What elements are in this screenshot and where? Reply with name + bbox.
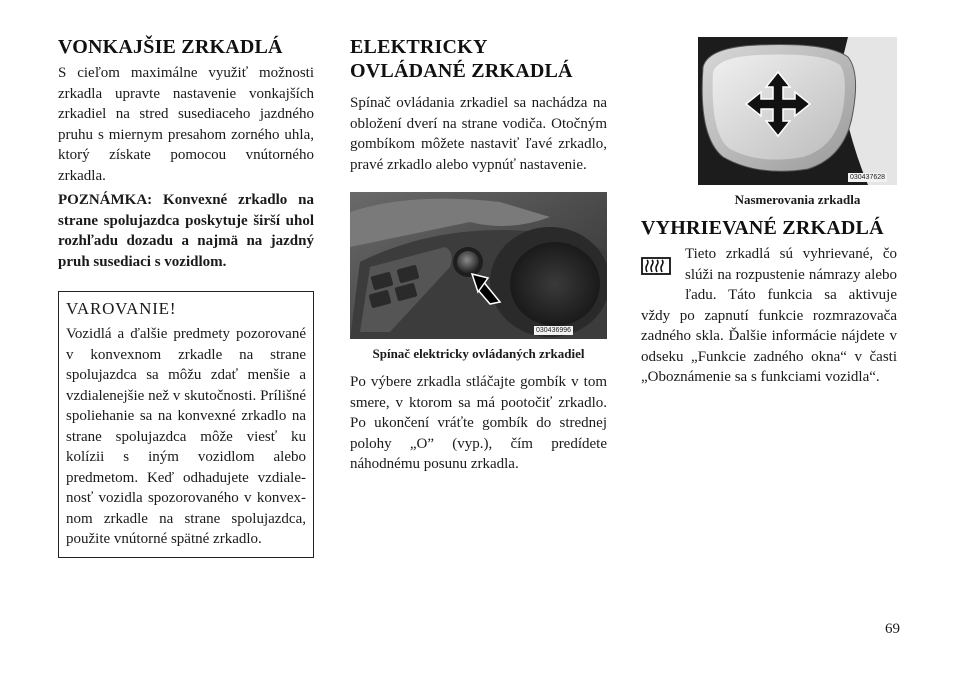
warning-title: VAROVANIE! (66, 299, 177, 318)
mirror-adjust-paragraph: Po výbere zrkadla stláčajte gombík v tom smere, v ktorom sa má pootočiť zrkadlo. Po ukončení vráťte gombík do strednej polohy „O” (vyp.), čím predídete náhodnému posunu zrkadla. (350, 374, 607, 472)
section-title-power-mirrors: ELEKTRICKY OVLÁDANÉ ZRKADLÁ (350, 36, 573, 82)
door-panel-illustration (350, 192, 607, 339)
figure-caption-mirror-directions: Nasmerovania zrkadla (734, 192, 861, 207)
exterior-mirrors-paragraph: S cieľom maximálne využiť možnosti zrkadla upravte nastavenie vonkajších zrkadiel na stred susediaceho jazdného pruhu s miernym presahom zorného uhla, ktorý získate pomocou vnútorného zrkadla. (58, 65, 314, 184)
section-title-exterior-mirrors: VONKAJŠIE ZRKADLÁ (58, 36, 283, 58)
section-title-heated-mirrors: VYHRIEVANÉ ZRKADLÁ (641, 217, 884, 239)
page-number: 69 (885, 621, 900, 637)
figure-code: 030436996 (536, 327, 572, 334)
mirror-directions-figure (698, 37, 897, 185)
power-mirrors-paragraph: Spínač ovládania zrkadiel sa nachádza na obložení dverí na strane vodiča. Otočným gombíkom môžete nastaviť ľavé zrkadlo, pravé zrkadlo alebo vypnúť nastavenie. (350, 95, 607, 173)
warning-box (58, 291, 314, 558)
mirror-switch-figure (350, 192, 607, 339)
figure-code: 030437628 (850, 174, 886, 181)
heated-mirrors-paragraph: Tieto zrkadlá sú vyhrievané, čo slúži na rozpustenie námrazy alebo ľadu. Táto funkcia sa aktivuje vždy po zapnutí funkcie rozmrazovača zadného skla. Ďalšie informácie nájdete v odseku „Funkcie zadného okna“ v časti „Oboznámenie sa s funkciami vozidla“. (641, 246, 897, 385)
warning-text: Vozidlá a ďalšie predmety pozorované v konvexnom zrkadle na strane spolujazdca sa môžu zdať menšie a vzdialenejšie než v skutočnosti. Prílišné spoliehanie sa na konvexné zrkadlo na strane spolujazdca môže viesť ku kolízii s iným vozidlom alebo predmetom. Keď odhadujete vzdialenosť vozidla spozorovaného v konvexnom zrkadle na strane spolujazdca, použite vnútorné spätné zrkadlo. (66, 326, 306, 547)
side-mirror-illustration (698, 37, 897, 185)
figure-caption-mirror-switch: Spínač elektricky ovládaných zrkadiel (372, 346, 585, 361)
convex-mirror-note: POZNÁMKA: Konvexné zrkadlo na strane spolujazdca poskytuje širší uhol rozhľadu dozadu a najmä na jazdný pruh susediaci s vozidlom. (58, 192, 314, 270)
